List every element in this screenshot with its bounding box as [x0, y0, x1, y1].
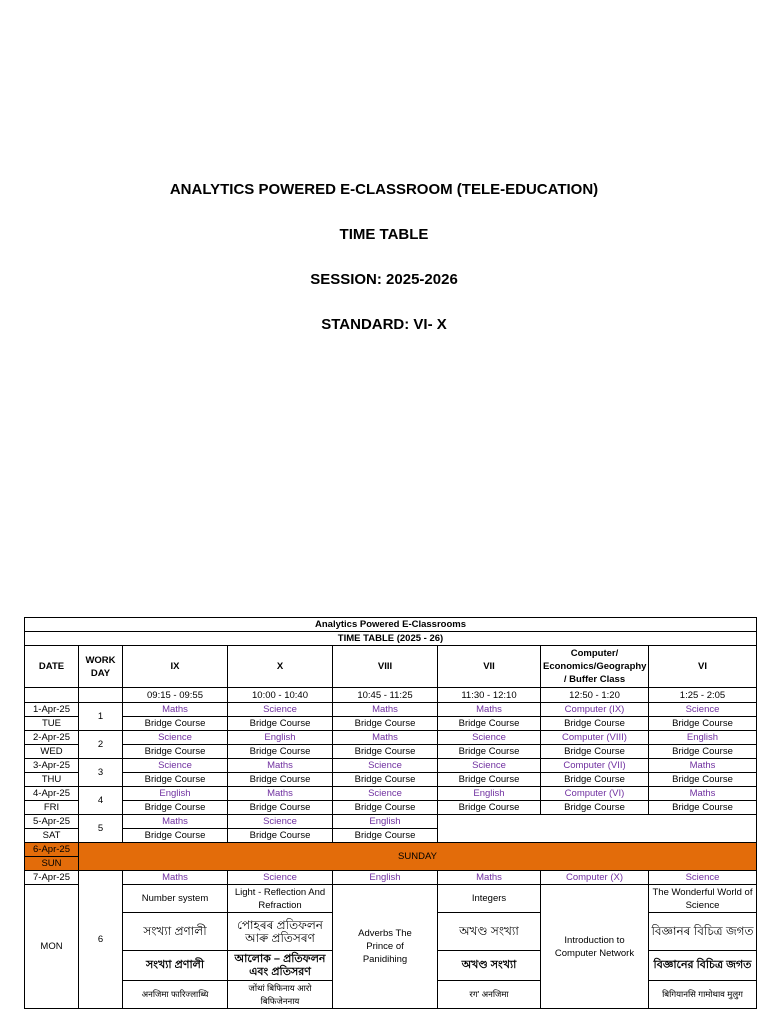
topic-cell: Bridge Course	[438, 801, 541, 815]
topic-cell: Bridge Course	[123, 829, 228, 843]
table-title: Analytics Powered E-Classrooms	[25, 618, 757, 632]
topic-cell-assamese: সংখ্যা প্ৰণালী	[123, 913, 228, 951]
topic-cell: Introduction to Computer Network	[541, 885, 649, 1009]
subject-cell: English	[333, 871, 438, 885]
row-workday: 4	[79, 787, 123, 815]
row-date: 4-Apr-25	[25, 787, 79, 801]
topic-cell-assamese: পোহৰৰ প্ৰতিফলন আৰু প্ৰতিসৰণ	[228, 913, 333, 951]
row-date: 5-Apr-25	[25, 815, 79, 829]
topic-cell: Bridge Course	[123, 717, 228, 731]
subject-cell: Maths	[123, 703, 228, 717]
cover-title: ANALYTICS POWERED E-CLASSROOM (TELE-EDUCATION)	[169, 181, 599, 198]
topic-cell: Bridge Course	[649, 801, 757, 815]
subject-cell: Maths	[123, 871, 228, 885]
topic-cell: Bridge Course	[228, 745, 333, 759]
topic-cell-bengali: সংখ্যা প্রণালী	[123, 951, 228, 981]
subject-cell: Computer (VIII)	[541, 731, 649, 745]
subject-cell: Science	[649, 871, 757, 885]
time-slot: 12:50 - 1:20	[541, 688, 649, 703]
subject-cell: Maths	[228, 759, 333, 773]
subject-cell: Computer (VII)	[541, 759, 649, 773]
topic-cell-bodo: बिगियानसि गामोथाव मुलुग	[649, 981, 757, 1009]
empty-block	[438, 815, 757, 843]
topic-cell: Bridge Course	[228, 829, 333, 843]
topic-cell-bengali: অখণ্ড সংখ্যা	[438, 951, 541, 981]
subject-cell: Maths	[438, 871, 541, 885]
topic-cell: Number system	[123, 885, 228, 913]
topic-cell: Bridge Course	[123, 773, 228, 787]
topic-cell: Bridge Course	[438, 745, 541, 759]
subject-cell: Science	[333, 759, 438, 773]
topic-cell: Bridge Course	[333, 801, 438, 815]
subject-cell: Science	[228, 815, 333, 829]
topic-cell: The Wonderful World of Science	[649, 885, 757, 913]
row-workday: 6	[79, 871, 123, 1009]
topic-cell: Bridge Course	[541, 717, 649, 731]
cover-standard: STANDARD: VI- X	[321, 316, 447, 333]
row-day: THU	[25, 773, 79, 787]
subject-cell: Science	[123, 731, 228, 745]
row-date: 2-Apr-25	[25, 731, 79, 745]
row-day: FRI	[25, 801, 79, 815]
subject-cell: Computer (VI)	[541, 787, 649, 801]
row-date: 3-Apr-25	[25, 759, 79, 773]
timetable	[24, 617, 757, 1009]
subject-cell: Maths	[123, 815, 228, 829]
subject-cell: Science	[333, 787, 438, 801]
subject-cell: Science	[228, 703, 333, 717]
subject-cell: Maths	[333, 703, 438, 717]
header-computer: Computer/ Economics/Geography / Buffer Class	[541, 646, 649, 688]
topic-cell-bodo: जोंथां बिफिनाय आरो बिफिजेननाय	[228, 981, 333, 1009]
header-date: DATE	[25, 646, 79, 688]
topic-cell: Bridge Course	[228, 773, 333, 787]
topic-cell: Bridge Course	[649, 773, 757, 787]
subject-cell: Maths	[649, 759, 757, 773]
topic-cell: Bridge Course	[333, 717, 438, 731]
topic-cell: Bridge Course	[123, 801, 228, 815]
topic-cell: Bridge Course	[333, 745, 438, 759]
subject-cell: Maths	[228, 787, 333, 801]
subject-cell: English	[649, 731, 757, 745]
topic-cell: Bridge Course	[228, 801, 333, 815]
row-day: SAT	[25, 829, 79, 843]
subject-cell: Maths	[649, 787, 757, 801]
subject-cell: Science	[649, 703, 757, 717]
subject-cell: Maths	[333, 731, 438, 745]
header-vii: VII	[438, 646, 541, 688]
subject-cell: Science	[228, 871, 333, 885]
time-slot: 10:45 - 11:25	[333, 688, 438, 703]
table-subtitle: TIME TABLE (2025 - 26)	[25, 632, 757, 646]
topic-cell: Bridge Course	[541, 773, 649, 787]
subject-cell: Computer (IX)	[541, 703, 649, 717]
topic-cell-bodo: अनजिमा फारिज्लाब्धि	[123, 981, 228, 1009]
time-slot: 1:25 - 2:05	[649, 688, 757, 703]
subject-cell: English	[123, 787, 228, 801]
topic-cell: Bridge Course	[438, 717, 541, 731]
subject-cell: Science	[123, 759, 228, 773]
cover-session: SESSION: 2025-2026	[310, 271, 458, 288]
cover-subtitle: TIME TABLE	[339, 226, 429, 243]
topic-cell-bengali: বিজ্ঞানের বিচিত্র জগত	[649, 951, 757, 981]
row-workday: 3	[79, 759, 123, 787]
time-row-date	[25, 688, 79, 703]
sunday-label: SUNDAY	[79, 843, 757, 871]
row-day: TUE	[25, 717, 79, 731]
topic-cell: Bridge Course	[333, 773, 438, 787]
topic-cell: Bridge Course	[123, 745, 228, 759]
row-workday: 1	[79, 703, 123, 731]
topic-cell: Bridge Course	[649, 745, 757, 759]
topic-cell: Adverbs The Prince of Panidihing	[333, 885, 438, 1009]
time-slot: 09:15 - 09:55	[123, 688, 228, 703]
topic-cell: Bridge Course	[438, 773, 541, 787]
topic-cell-assamese: বিজ্ঞানৰ বিচিত্ৰ জগত	[649, 913, 757, 951]
header-ix: IX	[123, 646, 228, 688]
row-date: 1-Apr-25	[25, 703, 79, 717]
header-viii: VIII	[333, 646, 438, 688]
subject-cell: English	[228, 731, 333, 745]
header-workday: WORK DAY	[79, 646, 123, 688]
row-date: 7-Apr-25	[25, 871, 79, 885]
subject-cell: Computer (X)	[541, 871, 649, 885]
subject-cell: Science	[438, 759, 541, 773]
topic-cell-assamese: অখণ্ড সংখ্যা	[438, 913, 541, 951]
header-x: X	[228, 646, 333, 688]
subject-cell: Maths	[438, 703, 541, 717]
time-slot: 11:30 - 12:10	[438, 688, 541, 703]
sunday-day: SUN	[25, 857, 79, 871]
header-vi: VI	[649, 646, 757, 688]
row-workday: 5	[79, 815, 123, 843]
topic-cell: Bridge Course	[541, 801, 649, 815]
row-day: WED	[25, 745, 79, 759]
subject-cell: English	[333, 815, 438, 829]
subject-cell: English	[438, 787, 541, 801]
topic-cell: Bridge Course	[649, 717, 757, 731]
row-day: MON	[25, 885, 79, 1009]
sunday-date: 6-Apr-25	[25, 843, 79, 857]
topic-cell-bodo: रग' अनजिमा	[438, 981, 541, 1009]
topic-cell: Bridge Course	[333, 829, 438, 843]
topic-cell-bengali: আলোক – প্রতিফলন এবং প্রতিসরণ	[228, 951, 333, 981]
topic-cell: Light - Reflection And Refraction	[228, 885, 333, 913]
topic-cell: Bridge Course	[228, 717, 333, 731]
topic-cell: Bridge Course	[541, 745, 649, 759]
subject-cell: Science	[438, 731, 541, 745]
time-row-workday	[79, 688, 123, 703]
row-workday: 2	[79, 731, 123, 759]
topic-cell: Integers	[438, 885, 541, 913]
time-slot: 10:00 - 10:40	[228, 688, 333, 703]
